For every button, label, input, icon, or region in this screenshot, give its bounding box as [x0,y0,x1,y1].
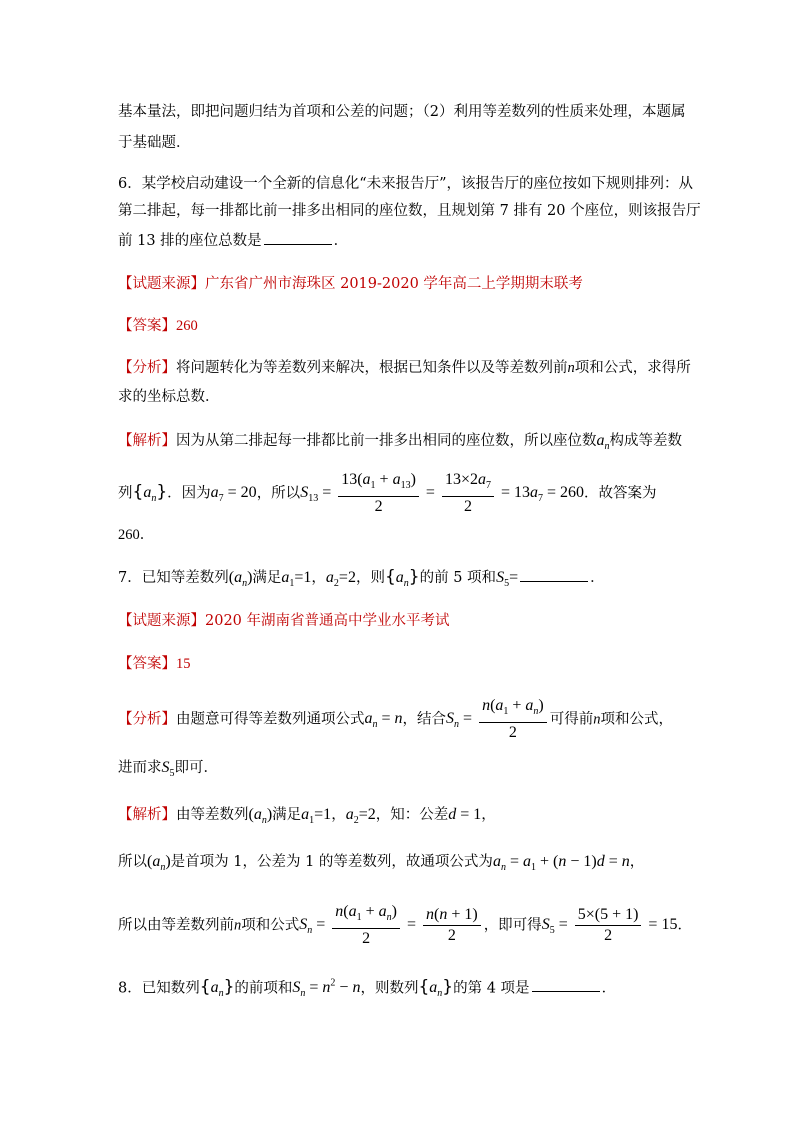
answer-blank [532,977,600,992]
q7-text-4: ，则 [355,570,385,586]
solution-period: ． [677,917,692,934]
analysis-label: 【分析】 [118,360,176,376]
solution-label: 【解析】 [118,433,176,449]
math-n: n [234,917,242,934]
math-seq-an: $\{a_n\}$ [132,482,168,505]
q6-end: ． [333,233,349,249]
solution-text-6: 是首项为 1，公差为 1 的等差数列，故通项公式为 [170,854,493,870]
math-sn-def: $S_n = n^2 - n$ [292,978,361,1000]
solution-text-5: 所以 [118,854,147,870]
solution-text-4: ，知：公差 [375,807,449,823]
q6-source [118,274,583,294]
q8-text-2: 的前项和 [234,980,293,997]
math-seq-an-2: $\{a_n\}$ [418,977,454,1000]
solution-text-3: ， [331,807,346,823]
solution-text: 因为从第二排起每一排都比前一排多出相同的座位数，所以座位数 [176,433,597,449]
answer-blank [264,230,332,245]
q7-solution-line-3 [118,902,692,953]
q7-text-3: ， [311,570,326,586]
q6-stem: 前 13 排的座位总数是 [118,233,262,249]
q7-solution-line-2 [118,852,644,878]
math-sn-formula: $S_n$ = $\frac{n(a_1 + a_n)}{2}$ [446,710,550,727]
q6-line-3 [118,230,348,251]
answer-value: 15 [176,656,191,672]
q6-line-1: 6．某学校启动建设一个全新的信息化“未来报告厅”，该报告厅的座位按如下规则排列：从 [118,176,694,192]
analysis-text-3: 可得前 [549,711,594,728]
math-a2: $a_2=2$ [345,806,376,827]
q8-text-4: 的第 4 项是 [453,980,530,997]
analysis-text-4: 项和公式， [600,711,673,728]
math-n: n [593,711,601,728]
math-seq-an-2: $\{a_n\}$ [384,567,420,590]
math-seq-an: $\{a_n\}$ [199,977,235,1000]
q8-end: ． [601,980,617,997]
math-s5-result: $S_5$ = $\frac{5\times(5 + 1)}{2}$ = 15 [541,906,678,945]
q8-text-3: ，则数列 [360,980,419,997]
q7-source [118,611,450,631]
answer-value: 260 [176,318,198,334]
math-s13: $S_{13}$ = $\frac{13(a_1 + a_{13})}{2}$ = $\frac{13\times 2a_7}{2}$ = $13a_7 = 260$ [300,471,585,516]
solution-text-2: 满足 [272,807,302,823]
math-general-term: $a_n = a_1 + (n - 1)d = n$ [492,853,630,874]
q6-analysis-line-2: 求的坐标总数． [118,389,220,405]
q6-solution-line-2 [118,470,657,521]
source-label: 【试题来源】 [118,613,205,629]
q7-line-1 [118,567,605,594]
analysis-text-6: 即可． [174,760,218,776]
q6-solution-line-3: 260． [118,527,155,543]
math-an: $a_n$ [596,432,610,453]
analysis-label: 【分析】 [118,711,176,728]
solution-text-9: ，即可得 [483,917,542,934]
source-label: 【试题来源】 [118,276,205,292]
source-text: 广东省广州市海珠区 2019-2020 学年高二上学期期末联考 [205,276,583,292]
analysis-text-2: ，结合 [402,711,447,728]
solution-text-3: 列 [118,485,133,502]
q7-text-5: 的前 5 项和 [419,570,497,586]
q8-line-1 [118,974,616,1005]
solution-text-8: 项和公式 [241,917,300,934]
analysis-text: 由题意可得等差数列通项公式 [176,711,365,728]
source-text: 2020 年湖南省普通高中学业水平考试 [205,613,450,629]
math-seq-an: $(a_n)$ [147,853,171,874]
answer-blank [520,567,588,582]
math-sn-derivation: $S_n$ = $\frac{n(a_1 + a_n)}{2}$ = $\frac{n(n + 1)}{2}$ [299,916,483,933]
math-seq-an: $(a_n)$ [248,806,273,827]
analysis-text-2: 项和公式，求得所 [574,360,691,376]
math-d-eq-1: d = 1 [448,806,482,823]
math-s5: $S_5$ [161,759,175,780]
math-a7: $a_7 = 20$ [210,484,257,505]
solution-comma: ， [629,854,645,870]
math-an-eq-n: $a_n = n$ [364,710,403,731]
math-s5: $S_5=$ [496,569,519,590]
solution-label: 【解析】 [118,807,176,823]
solution-text-5: ，所以 [256,485,301,502]
answer-label: 【答案】 [118,656,176,672]
q6-solution-line-1 [118,431,682,457]
math-a1: $a_1=1$ [281,569,312,590]
solution-text-4: ．因为 [167,485,211,502]
prev-line-1: 基本量法，即把问题归结为首项和公差的问题；（2）利用等差数列的性质来处理，本题属 [118,104,686,120]
math-a1: $a_1=1$ [301,806,332,827]
solution-text: 由等差数列 [176,807,249,823]
q6-line-2: 第二排起，每一排都比前一排多出相同的座位数，且规划第 7 排有 20 个座位，则该报告厅 [118,203,701,219]
q6-analysis-line-1 [118,358,691,378]
q6-answer [118,316,198,336]
math-n: n [567,360,575,376]
solution-text-7: 所以由等差数列前 [118,917,234,934]
q7-text-2: 满足 [252,570,282,586]
q7-analysis-line-2 [118,758,218,784]
q7-end: ． [590,570,605,586]
math-seq-an: $(a_n)$ [228,569,253,590]
q7-answer [118,654,191,674]
math-a2: $a_2=2$ [325,569,356,590]
analysis-text: 将问题转化为等差数列来解决，根据已知条件以及等差数列前 [176,360,568,376]
q8-text: 8．已知数列 [118,980,200,997]
q7-analysis-line-1 [118,696,673,747]
solution-comma: ， [481,807,496,823]
prev-line-2: 于基础题． [118,135,191,151]
solution-text-6: ．故答案为 [584,485,657,502]
analysis-text-5: 进而求 [118,760,162,776]
answer-label: 【答案】 [118,318,176,334]
q7-solution-line-1 [118,805,496,831]
q7-text: 7．已知等差数列 [118,570,229,586]
solution-text-2: 构成等差数 [609,433,682,449]
